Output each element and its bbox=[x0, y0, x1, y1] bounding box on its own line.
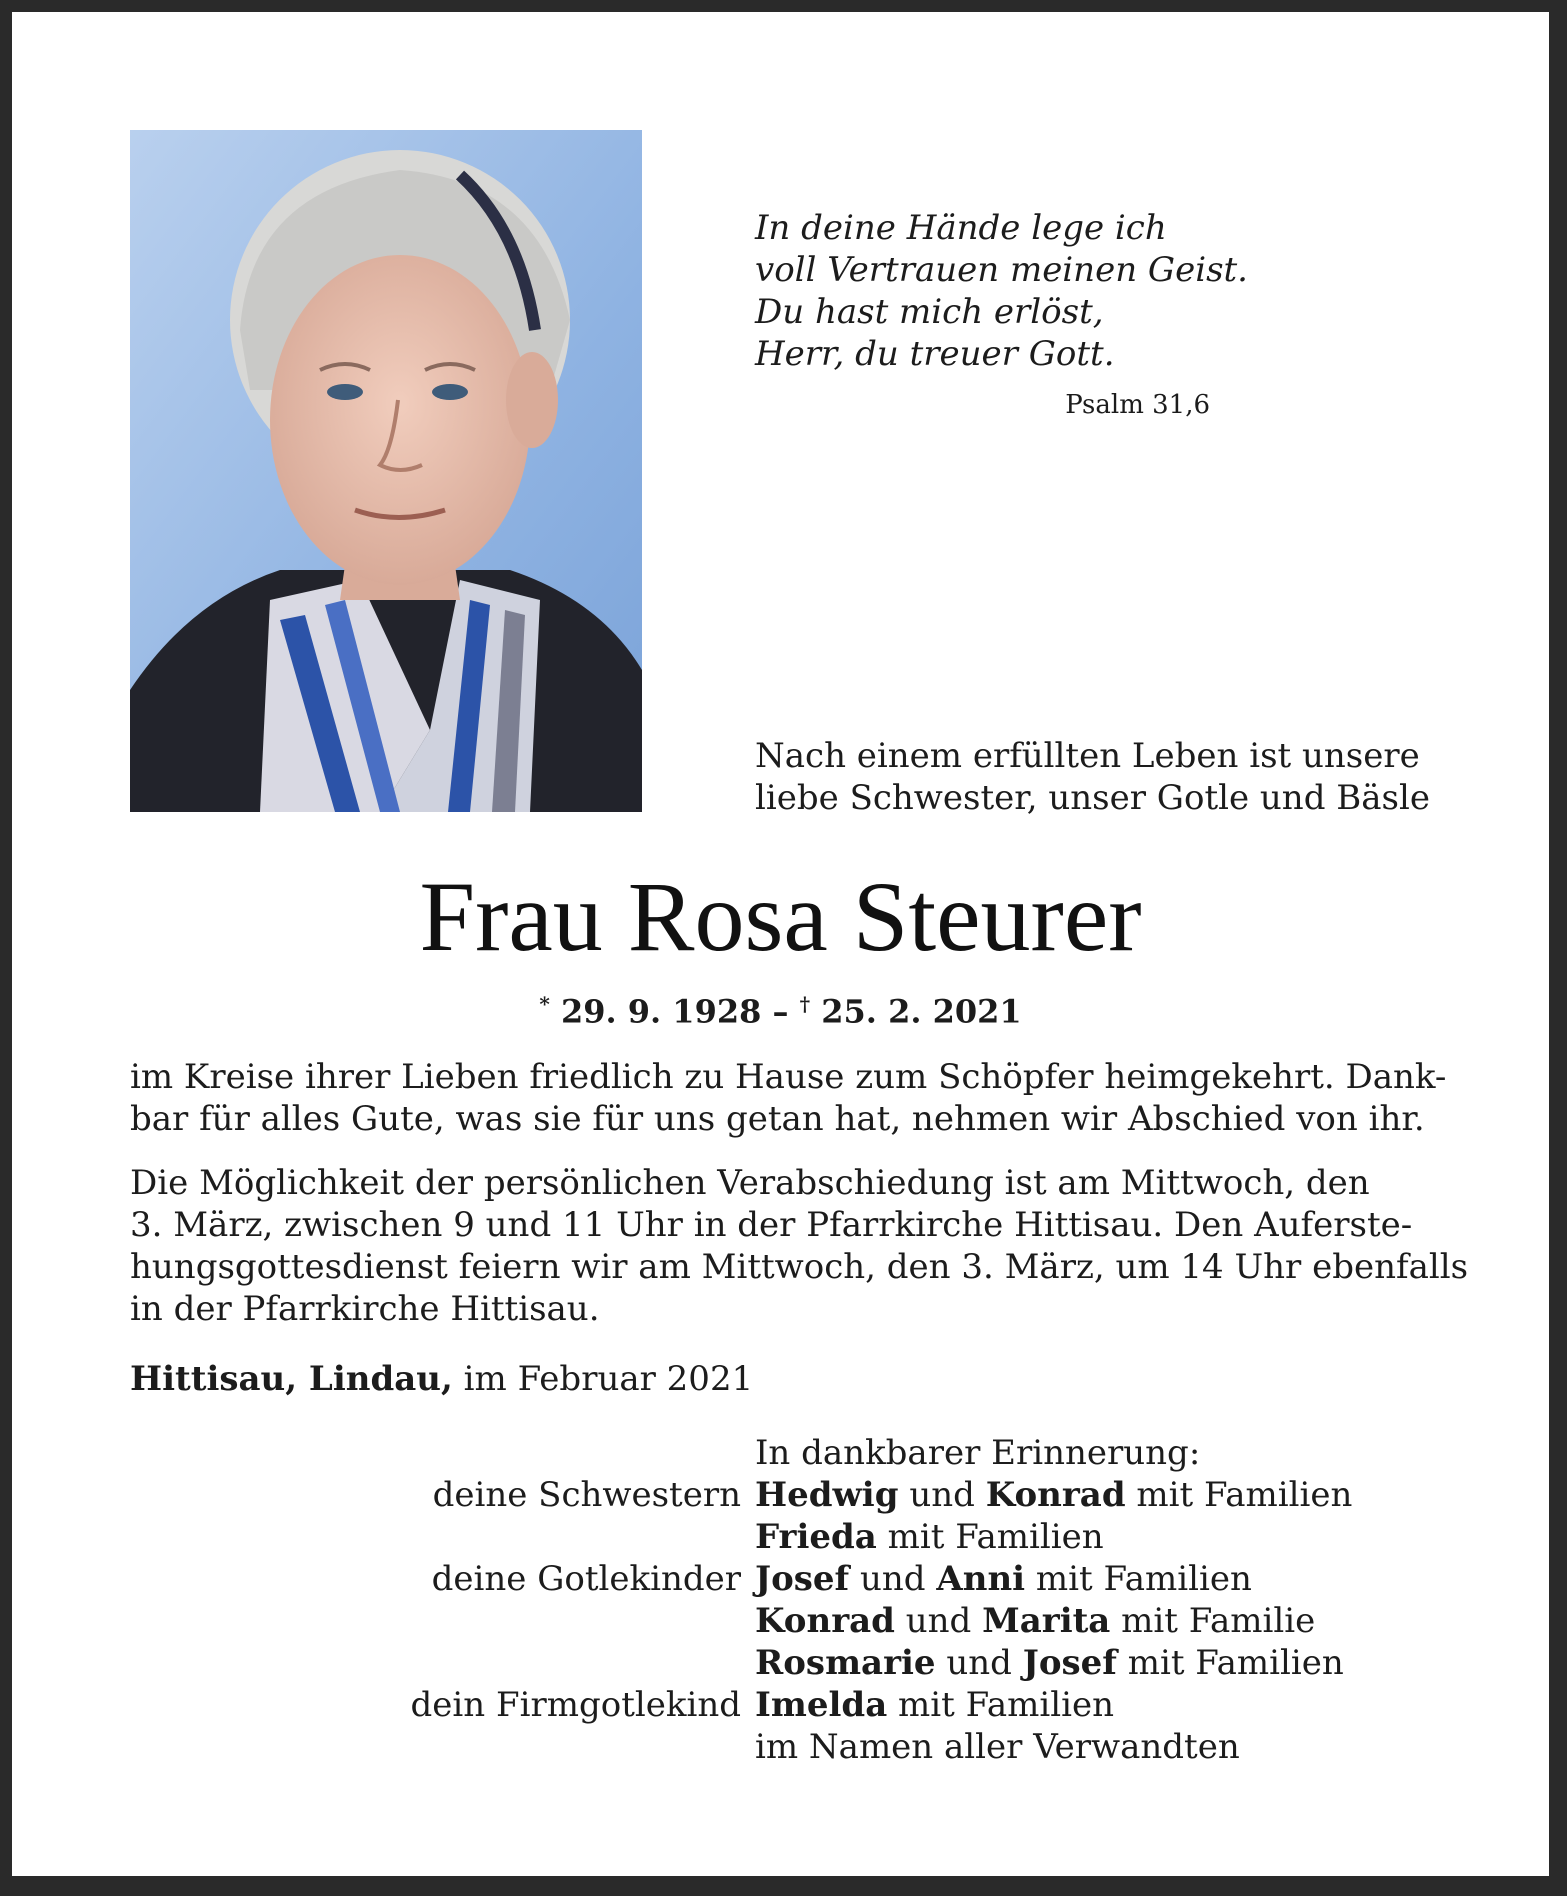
birth-mark: * bbox=[539, 992, 550, 1016]
mourner-row bbox=[12, 1642, 1549, 1684]
mourner-row bbox=[12, 1726, 1549, 1768]
mourner-row bbox=[12, 1684, 1549, 1726]
mourner-names: Josef und Anni mit Familien bbox=[755, 1559, 1252, 1599]
relation: deine Gotlekinder bbox=[431, 1559, 741, 1599]
death-mark: † bbox=[799, 992, 811, 1016]
portrait-photo bbox=[130, 130, 642, 812]
relation: deine Schwestern bbox=[432, 1475, 741, 1515]
intro-line: liebe Schwester, unser Gotle und Bäsle bbox=[755, 778, 1430, 818]
mourner-row bbox=[12, 1558, 1549, 1600]
deceased-name: Frau Rosa Steurer bbox=[419, 861, 1142, 972]
announcement-paragraph bbox=[130, 1056, 1447, 1140]
paragraph-line: bar für alles Gute, was sie für uns getan hat, nehmen wir Abschied von ihr. bbox=[130, 1099, 1425, 1139]
paragraph-line: 3. März, zwischen 9 und 11 Uhr in der Pfarrkirche Hittisau. Den Auferste- bbox=[130, 1205, 1413, 1245]
mourner-row bbox=[12, 1600, 1549, 1642]
paragraph-line: Die Möglichkeit der persönlichen Verabschiedung ist am Mittwoch, den bbox=[130, 1163, 1370, 1203]
death-date: 25. 2. 2021 bbox=[821, 992, 1022, 1031]
verse-source: Psalm 31,6 bbox=[1065, 390, 1210, 420]
verse-line: In deine Hände lege ich bbox=[755, 208, 1167, 248]
mourner-names: Konrad und Marita mit Familie bbox=[755, 1601, 1316, 1641]
life-dates bbox=[12, 992, 1549, 1031]
place-and-date bbox=[130, 1358, 753, 1400]
date-dash: – bbox=[772, 992, 789, 1031]
obituary-page bbox=[12, 12, 1549, 1876]
mourner-names: Frieda mit Familien bbox=[755, 1517, 1104, 1557]
mourner-row bbox=[12, 1516, 1549, 1558]
verse-line: Herr, du treuer Gott. bbox=[755, 334, 1115, 374]
mourners-list bbox=[12, 1474, 1549, 1768]
paragraph-line: im Kreise ihrer Lieben friedlich zu Hause zum Schöpfer heimgekehrt. Dank- bbox=[130, 1057, 1447, 1097]
remembrance-heading: In dankbarer Erinnerung: bbox=[755, 1433, 1201, 1473]
month-year: im Februar 2021 bbox=[463, 1359, 754, 1399]
mourner-names: Imelda mit Familien bbox=[755, 1685, 1115, 1725]
psalm-verse bbox=[755, 207, 1248, 375]
intro-line: Nach einem erfüllten Leben ist unsere bbox=[755, 736, 1420, 776]
verse-line: Du hast mich erlöst, bbox=[755, 292, 1104, 332]
paragraph-line: hungsgottesdienst feiern wir am Mittwoch, den 3. März, um 14 Uhr ebenfalls bbox=[130, 1247, 1469, 1287]
places: Hittisau, Lindau, bbox=[130, 1359, 453, 1399]
mourner-names: Rosmarie und Josef mit Familien bbox=[755, 1643, 1344, 1683]
mourner-names: Hedwig und Konrad mit Familien bbox=[755, 1475, 1353, 1515]
verse-line: voll Vertrauen meinen Geist. bbox=[755, 250, 1248, 290]
relation: dein Firmgotlekind bbox=[410, 1685, 741, 1725]
mourner-row bbox=[12, 1474, 1549, 1516]
intro-text bbox=[755, 735, 1430, 819]
birth-date: 29. 9. 1928 bbox=[560, 992, 762, 1031]
closing-line: im Namen aller Verwandten bbox=[755, 1727, 1240, 1767]
farewell-paragraph bbox=[130, 1162, 1469, 1330]
paragraph-line: in der Pfarrkirche Hittisau. bbox=[130, 1289, 600, 1329]
